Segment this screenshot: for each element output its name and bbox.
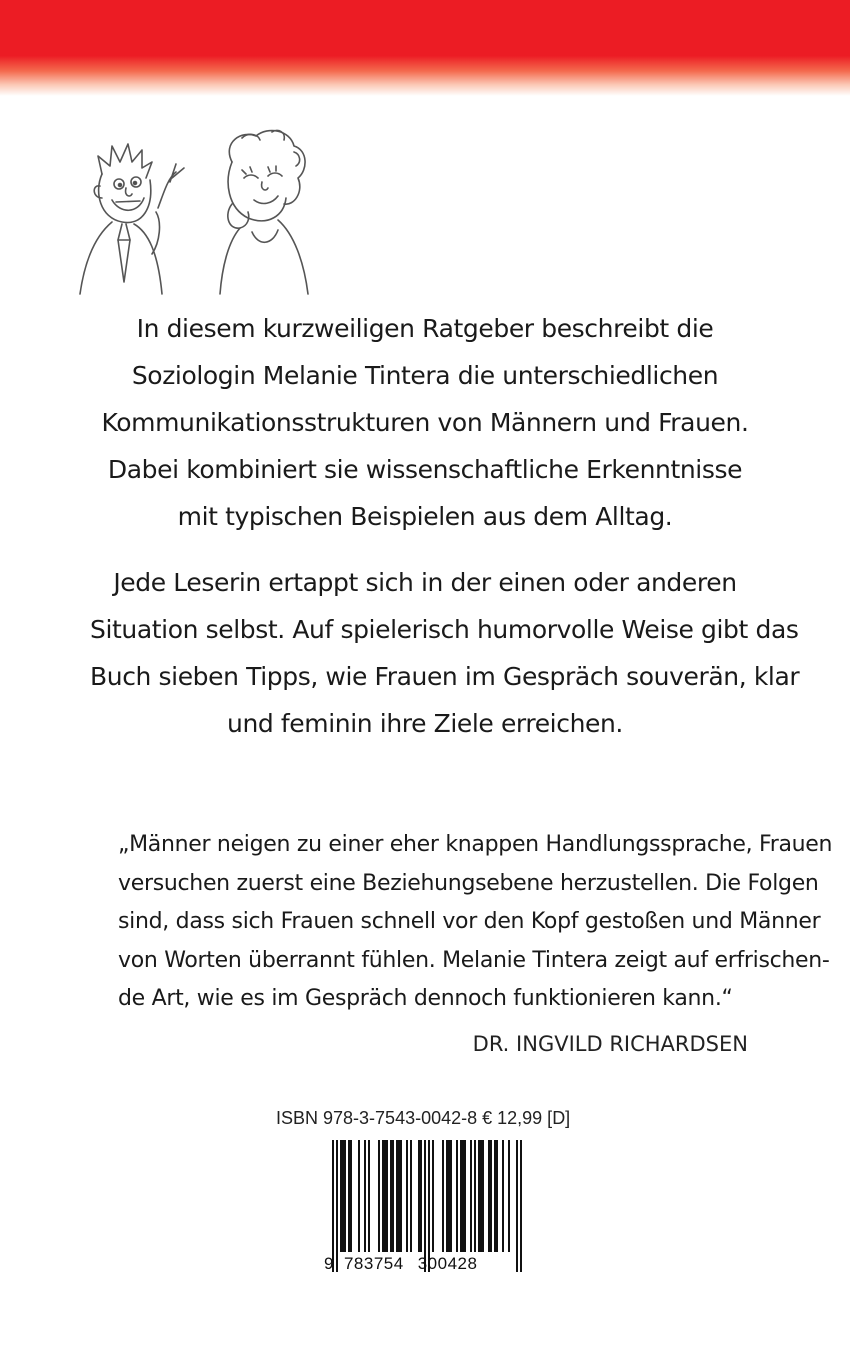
barcode-bar bbox=[358, 1140, 360, 1252]
barcode-bar bbox=[344, 1140, 346, 1252]
quote-line: von Worten überrannt fühlen. Melanie Tintera zeigt auf erfrischen- bbox=[118, 947, 830, 973]
barcode-bar bbox=[384, 1140, 386, 1252]
blurb-paragraph-1 bbox=[90, 305, 760, 540]
quote-attribution: DR. INGVILD RICHARDSEN bbox=[472, 1032, 748, 1056]
barcode-bar bbox=[480, 1140, 482, 1252]
barcode-bar bbox=[478, 1140, 480, 1252]
barcode-bar bbox=[418, 1140, 420, 1252]
barcode-bar bbox=[456, 1140, 458, 1252]
barcode-bar bbox=[348, 1140, 350, 1252]
barcode-bar bbox=[488, 1140, 490, 1252]
barcode-bar bbox=[396, 1140, 398, 1252]
barcode-bar bbox=[428, 1140, 430, 1272]
barcode-bar bbox=[432, 1140, 434, 1252]
barcode-bar bbox=[442, 1140, 444, 1252]
barcode-bar bbox=[336, 1140, 338, 1272]
barcode-bar bbox=[470, 1140, 472, 1252]
barcode-bar bbox=[520, 1140, 522, 1272]
quote-line: versuchen zuerst eine Beziehungsebene herzustellen. Die Folgen bbox=[118, 870, 819, 896]
barcode-bar bbox=[490, 1140, 492, 1252]
barcode-digits bbox=[324, 1254, 477, 1274]
isbn-price-label: ISBN 978-3-7543-0042-8 € 12,99 [D] bbox=[276, 1108, 571, 1128]
barcode-bar bbox=[460, 1140, 462, 1252]
barcode-bar bbox=[332, 1140, 334, 1272]
barcode-digit-lead: 9 bbox=[324, 1254, 334, 1273]
barcode-bar bbox=[448, 1140, 450, 1252]
blurb-line: Kommunikationsstrukturen von Männern und Frauen. bbox=[101, 408, 749, 437]
barcode-bar bbox=[482, 1140, 484, 1252]
barcode-bar bbox=[382, 1140, 384, 1252]
quote-line: de Art, wie es im Gespräch dennoch funktionieren kann.“ bbox=[118, 986, 733, 1011]
barcode-digits-left: 783754 bbox=[343, 1254, 404, 1273]
woman-sketch bbox=[220, 130, 308, 294]
blurb-paragraph-2 bbox=[90, 559, 800, 747]
barcode-bar bbox=[410, 1140, 412, 1252]
barcode-bar bbox=[516, 1140, 518, 1272]
barcode-bar bbox=[474, 1140, 476, 1252]
barcode-bar bbox=[342, 1140, 344, 1252]
barcode-bar bbox=[424, 1140, 426, 1272]
barcode-digits-right: 300428 bbox=[417, 1254, 478, 1273]
barcode-bar bbox=[400, 1140, 402, 1252]
blurb-line: Soziologin Melanie Tintera die unterschiedlichen bbox=[131, 361, 719, 390]
barcode-bar bbox=[390, 1140, 392, 1252]
man-sketch bbox=[80, 144, 184, 294]
blurb-line: Situation selbst. Auf spielerisch humorvolle Weise gibt das bbox=[90, 615, 799, 644]
barcode-bar bbox=[502, 1140, 504, 1252]
barcode-bar bbox=[392, 1140, 394, 1252]
barcode-bar bbox=[340, 1140, 342, 1252]
blurb-line: und feminin ihre Ziele erreichen. bbox=[227, 709, 623, 738]
quote-line: sind, dass sich Frauen schnell vor den Kopf gestoßen und Männer bbox=[118, 909, 821, 934]
barcode-bar bbox=[446, 1140, 448, 1252]
blurb-line: mit typischen Beispielen aus dem Alltag. bbox=[177, 502, 673, 531]
barcode-bar bbox=[450, 1140, 452, 1252]
cartoon-illustration bbox=[72, 122, 312, 307]
barcode-bar bbox=[508, 1140, 510, 1252]
review-quote bbox=[118, 826, 833, 1019]
barcode-bar bbox=[398, 1140, 400, 1252]
barcode-bar bbox=[464, 1140, 466, 1252]
barcode-bar bbox=[368, 1140, 370, 1252]
barcode-bar bbox=[496, 1140, 498, 1252]
blurb-line: Jede Leserin ertappt sich in der einen oder anderen bbox=[113, 568, 737, 597]
barcode-bar bbox=[350, 1140, 352, 1252]
barcode-bar bbox=[406, 1140, 408, 1252]
barcode-bar bbox=[378, 1140, 380, 1252]
blurb-line: Dabei kombiniert sie wissenschaftliche Erkenntnisse bbox=[107, 455, 743, 484]
quote-line: „Männer neigen zu einer eher knappen Handlungssprache, Frauen bbox=[118, 832, 833, 857]
barcode-bar bbox=[494, 1140, 496, 1252]
red-header-band bbox=[0, 0, 850, 96]
blurb-line: Buch sieben Tipps, wie Frauen im Gespräch souverän, klar bbox=[90, 662, 800, 691]
barcode-bar bbox=[386, 1140, 388, 1252]
barcode-bar bbox=[420, 1140, 422, 1252]
barcode-bar bbox=[364, 1140, 366, 1252]
blurb-line: In diesem kurzweiligen Ratgeber beschreibt die bbox=[136, 314, 714, 343]
barcode-bar bbox=[462, 1140, 464, 1252]
